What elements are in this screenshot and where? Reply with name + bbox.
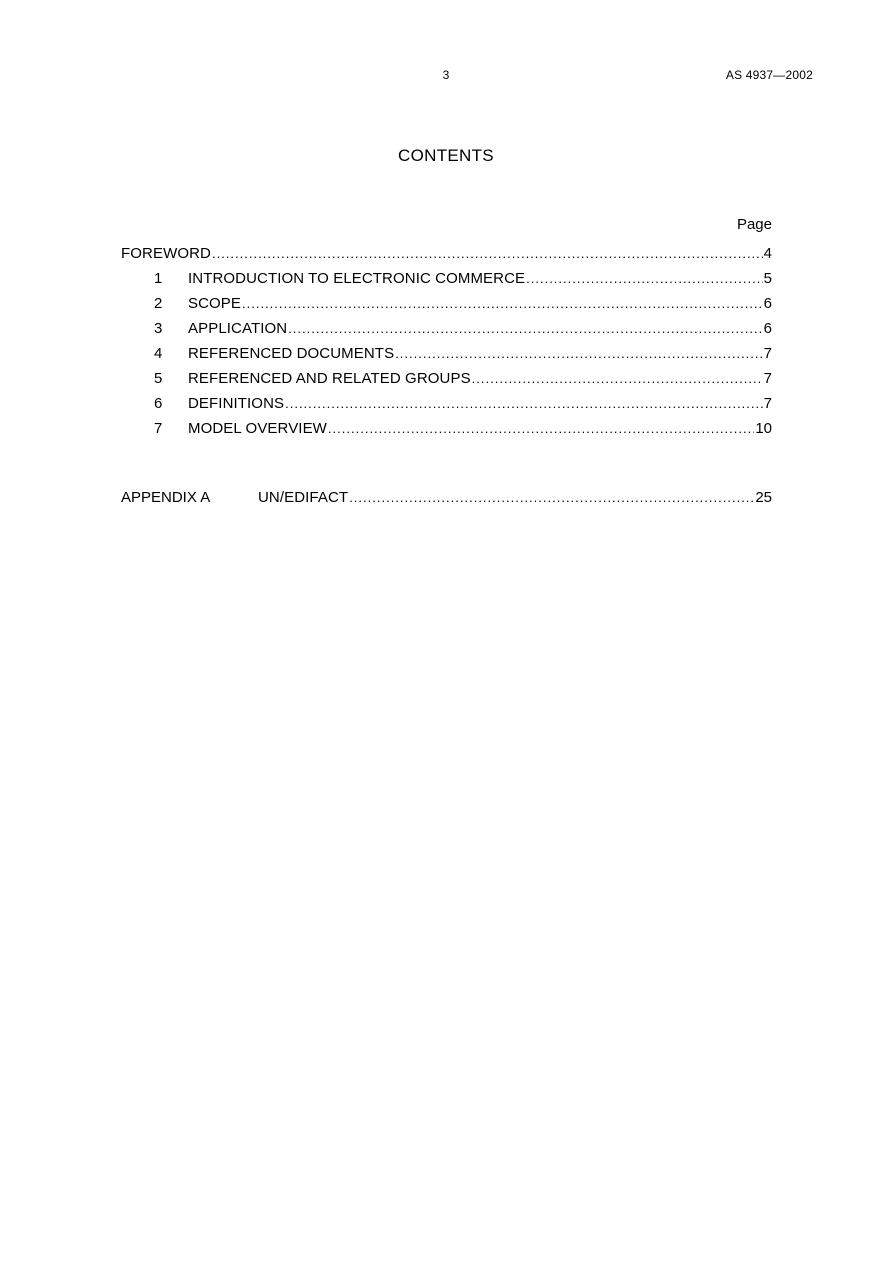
toc-entry-page: 10 [755, 420, 772, 437]
toc-entry-number: 7 [154, 420, 163, 437]
toc-entry-referenced-groups[interactable] [121, 369, 772, 394]
toc-entry-number: 4 [154, 345, 163, 362]
toc-dot-leader [285, 394, 763, 414]
toc-entry-model-overview[interactable] [121, 419, 772, 444]
toc-entry-definitions[interactable] [121, 394, 772, 419]
toc-entry-label: REFERENCED DOCUMENTS [188, 345, 395, 362]
contents-title: CONTENTS [398, 146, 494, 165]
toc-dot-leader [212, 244, 763, 264]
toc-entry-label: DEFINITIONS [188, 395, 285, 412]
toc-dot-leader [242, 294, 763, 314]
toc-entry-foreword[interactable] [121, 244, 772, 269]
toc-entry-label: APPLICATION [188, 320, 288, 337]
toc-appendix-section [121, 488, 772, 513]
toc-entry-number: 1 [154, 270, 163, 287]
toc-dot-leader [472, 369, 763, 389]
toc-entry-introduction[interactable] [121, 269, 772, 294]
toc-entry-label: MODEL OVERVIEW [188, 420, 327, 437]
toc-dot-leader [288, 319, 762, 339]
toc-entry-number: 2 [154, 295, 163, 312]
page-number: 3 [442, 68, 450, 82]
document-reference: AS 4937—2002 [725, 68, 813, 82]
toc-entry-label: REFERENCED AND RELATED GROUPS [188, 370, 471, 387]
toc-appendix-number: APPENDIX A [121, 489, 211, 506]
toc-entry-page: 7 [763, 345, 772, 362]
toc-entry-label: INTRODUCTION TO ELECTRONIC COMMERCE [188, 270, 526, 287]
toc-entry-label: SCOPE [188, 295, 242, 312]
toc-entry-appendix-a[interactable] [121, 488, 772, 513]
toc-entry-page: 6 [763, 320, 772, 337]
toc-dot-leader [526, 269, 763, 289]
toc-entry-page: 5 [763, 270, 772, 287]
toc-appendix-label: UN/EDIFACT [258, 489, 349, 506]
toc-dot-leader [349, 488, 754, 508]
toc-entry-page: 7 [763, 370, 772, 387]
toc-dot-leader [395, 344, 762, 364]
toc-entry-label: FOREWORD [121, 245, 211, 262]
toc-appendix-page: 25 [755, 489, 772, 506]
page-column-label: Page [736, 216, 772, 233]
toc-entry-number: 3 [154, 320, 163, 337]
toc-entry-application[interactable] [121, 319, 772, 344]
toc-entry-scope[interactable] [121, 294, 772, 319]
toc-entry-page: 7 [763, 395, 772, 412]
toc-entry-page: 6 [763, 295, 772, 312]
toc-entry-number: 6 [154, 395, 163, 412]
toc-dot-leader [328, 419, 754, 439]
toc-entry-referenced-documents[interactable] [121, 344, 772, 369]
toc-entry-page: 4 [763, 245, 772, 262]
table-of-contents [121, 244, 772, 444]
toc-entry-number: 5 [154, 370, 163, 387]
